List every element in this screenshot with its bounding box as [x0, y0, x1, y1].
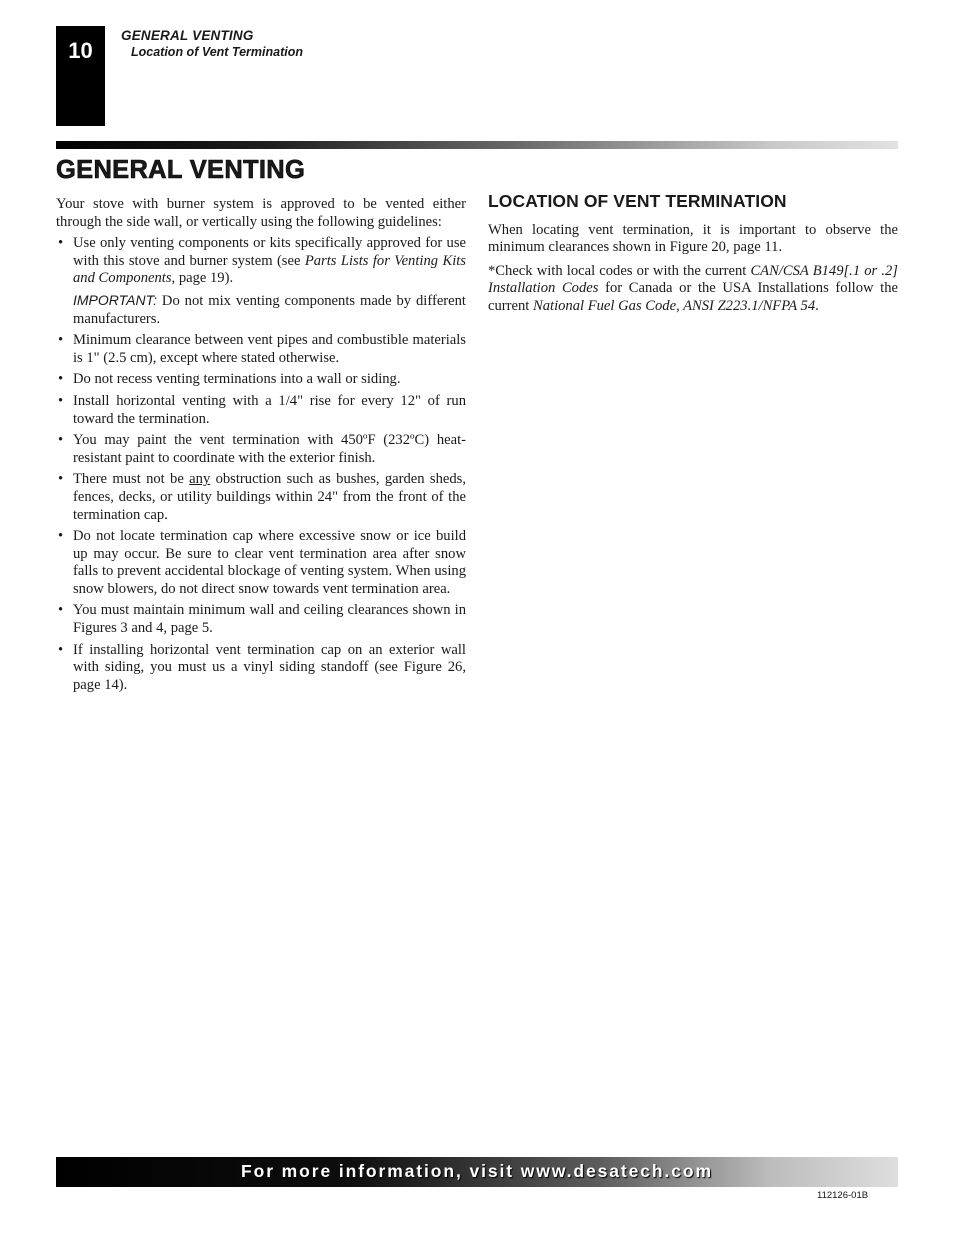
- list-item: • Minimum clearance between vent pipes and combustible materials is 1" (2.5 cm), except where stated otherwise.: [56, 332, 466, 367]
- list-item: • Do not locate termination cap where excessive snow or ice build up may occur. Be sure to clear vent termination area after snow falls to prevent accidental blockage of venting system. When using snow blowers, do not direct snow towards vent termination area.: [56, 528, 466, 598]
- code-reference: National Fuel Gas Code, ANSI Z223.1/NFPA 54: [532, 297, 816, 314]
- page-number: 10: [68, 38, 93, 63]
- section-heading: LOCATION OF VENT TERMINATION: [488, 191, 787, 211]
- list-item: • You must maintain minimum wall and ceiling clearances shown in Figures 3 and 4, page 5.: [56, 602, 466, 637]
- venting-guidelines-list: [56, 235, 466, 288]
- important-note: [56, 292, 466, 328]
- left-column: [56, 196, 466, 698]
- list-item: [56, 471, 466, 524]
- venting-guidelines-list-continued: [56, 332, 466, 694]
- codes-note-paragraph: [488, 263, 898, 316]
- important-text: Do not mix venting components made by different manufacturers.: [73, 292, 466, 327]
- bullet-text: There must not be: [73, 471, 190, 488]
- bullet-text: Use only venting components or kits specifically approved for use with this stove and burner system (see: [73, 235, 466, 269]
- page-title: GENERAL VENTING: [56, 156, 306, 184]
- footer-website-text: For more information, visit www.desatech.com: [241, 1161, 713, 1181]
- list-item: [56, 235, 466, 288]
- list-item: • You may paint the vent termination with 450ºF (232ºC) heat-resistant paint to coordinate with the exterior finish.: [56, 432, 466, 467]
- note-text: *Check with local codes or with the current: [488, 262, 751, 279]
- running-header-section: GENERAL VENTING: [121, 28, 254, 43]
- list-item: • Do not recess venting terminations into a wall or siding.: [56, 371, 466, 389]
- note-text: for Canada or the USA Installations follow the current: [488, 280, 899, 314]
- list-item: • Install horizontal venting with a 1/4" rise for every 12" of run toward the termination.: [56, 393, 466, 428]
- bullet-text: obstruction such as bushes, garden sheds, fences, decks, or utility buildings within 24" from the front of the termination cap.: [73, 471, 466, 523]
- code-reference: CAN/CSA B149[.1 or .2] Installation Codes: [488, 262, 898, 297]
- document-code: 112126-01B: [817, 1190, 869, 1201]
- clearance-paragraph: When locating vent termination, it is important to observe the minimum clearances shown in Figure 20, page 11.: [488, 221, 898, 256]
- intro-paragraph: Your stove with burner system is approved to be vented either through the side wall, or vertically using the following guidelines:: [56, 196, 466, 230]
- running-header-subsection: Location of Vent Termination: [131, 45, 303, 59]
- footer-banner: [56, 1157, 898, 1187]
- note-text: .: [815, 297, 819, 314]
- cross-reference: Parts Lists for Venting Kits and Components: [73, 252, 466, 287]
- right-column: [488, 193, 898, 322]
- header-gradient-rule: [56, 141, 898, 149]
- bullet-text: , page 19).: [171, 270, 234, 287]
- important-label: IMPORTANT:: [73, 291, 157, 308]
- page-number-tab: [56, 26, 105, 126]
- emphasis-underline: any: [189, 471, 211, 488]
- list-item: • If installing horizontal vent termination cap on an exterior wall with siding, you must us a vinyl siding standoff (see Figure 26, page 14).: [56, 642, 466, 695]
